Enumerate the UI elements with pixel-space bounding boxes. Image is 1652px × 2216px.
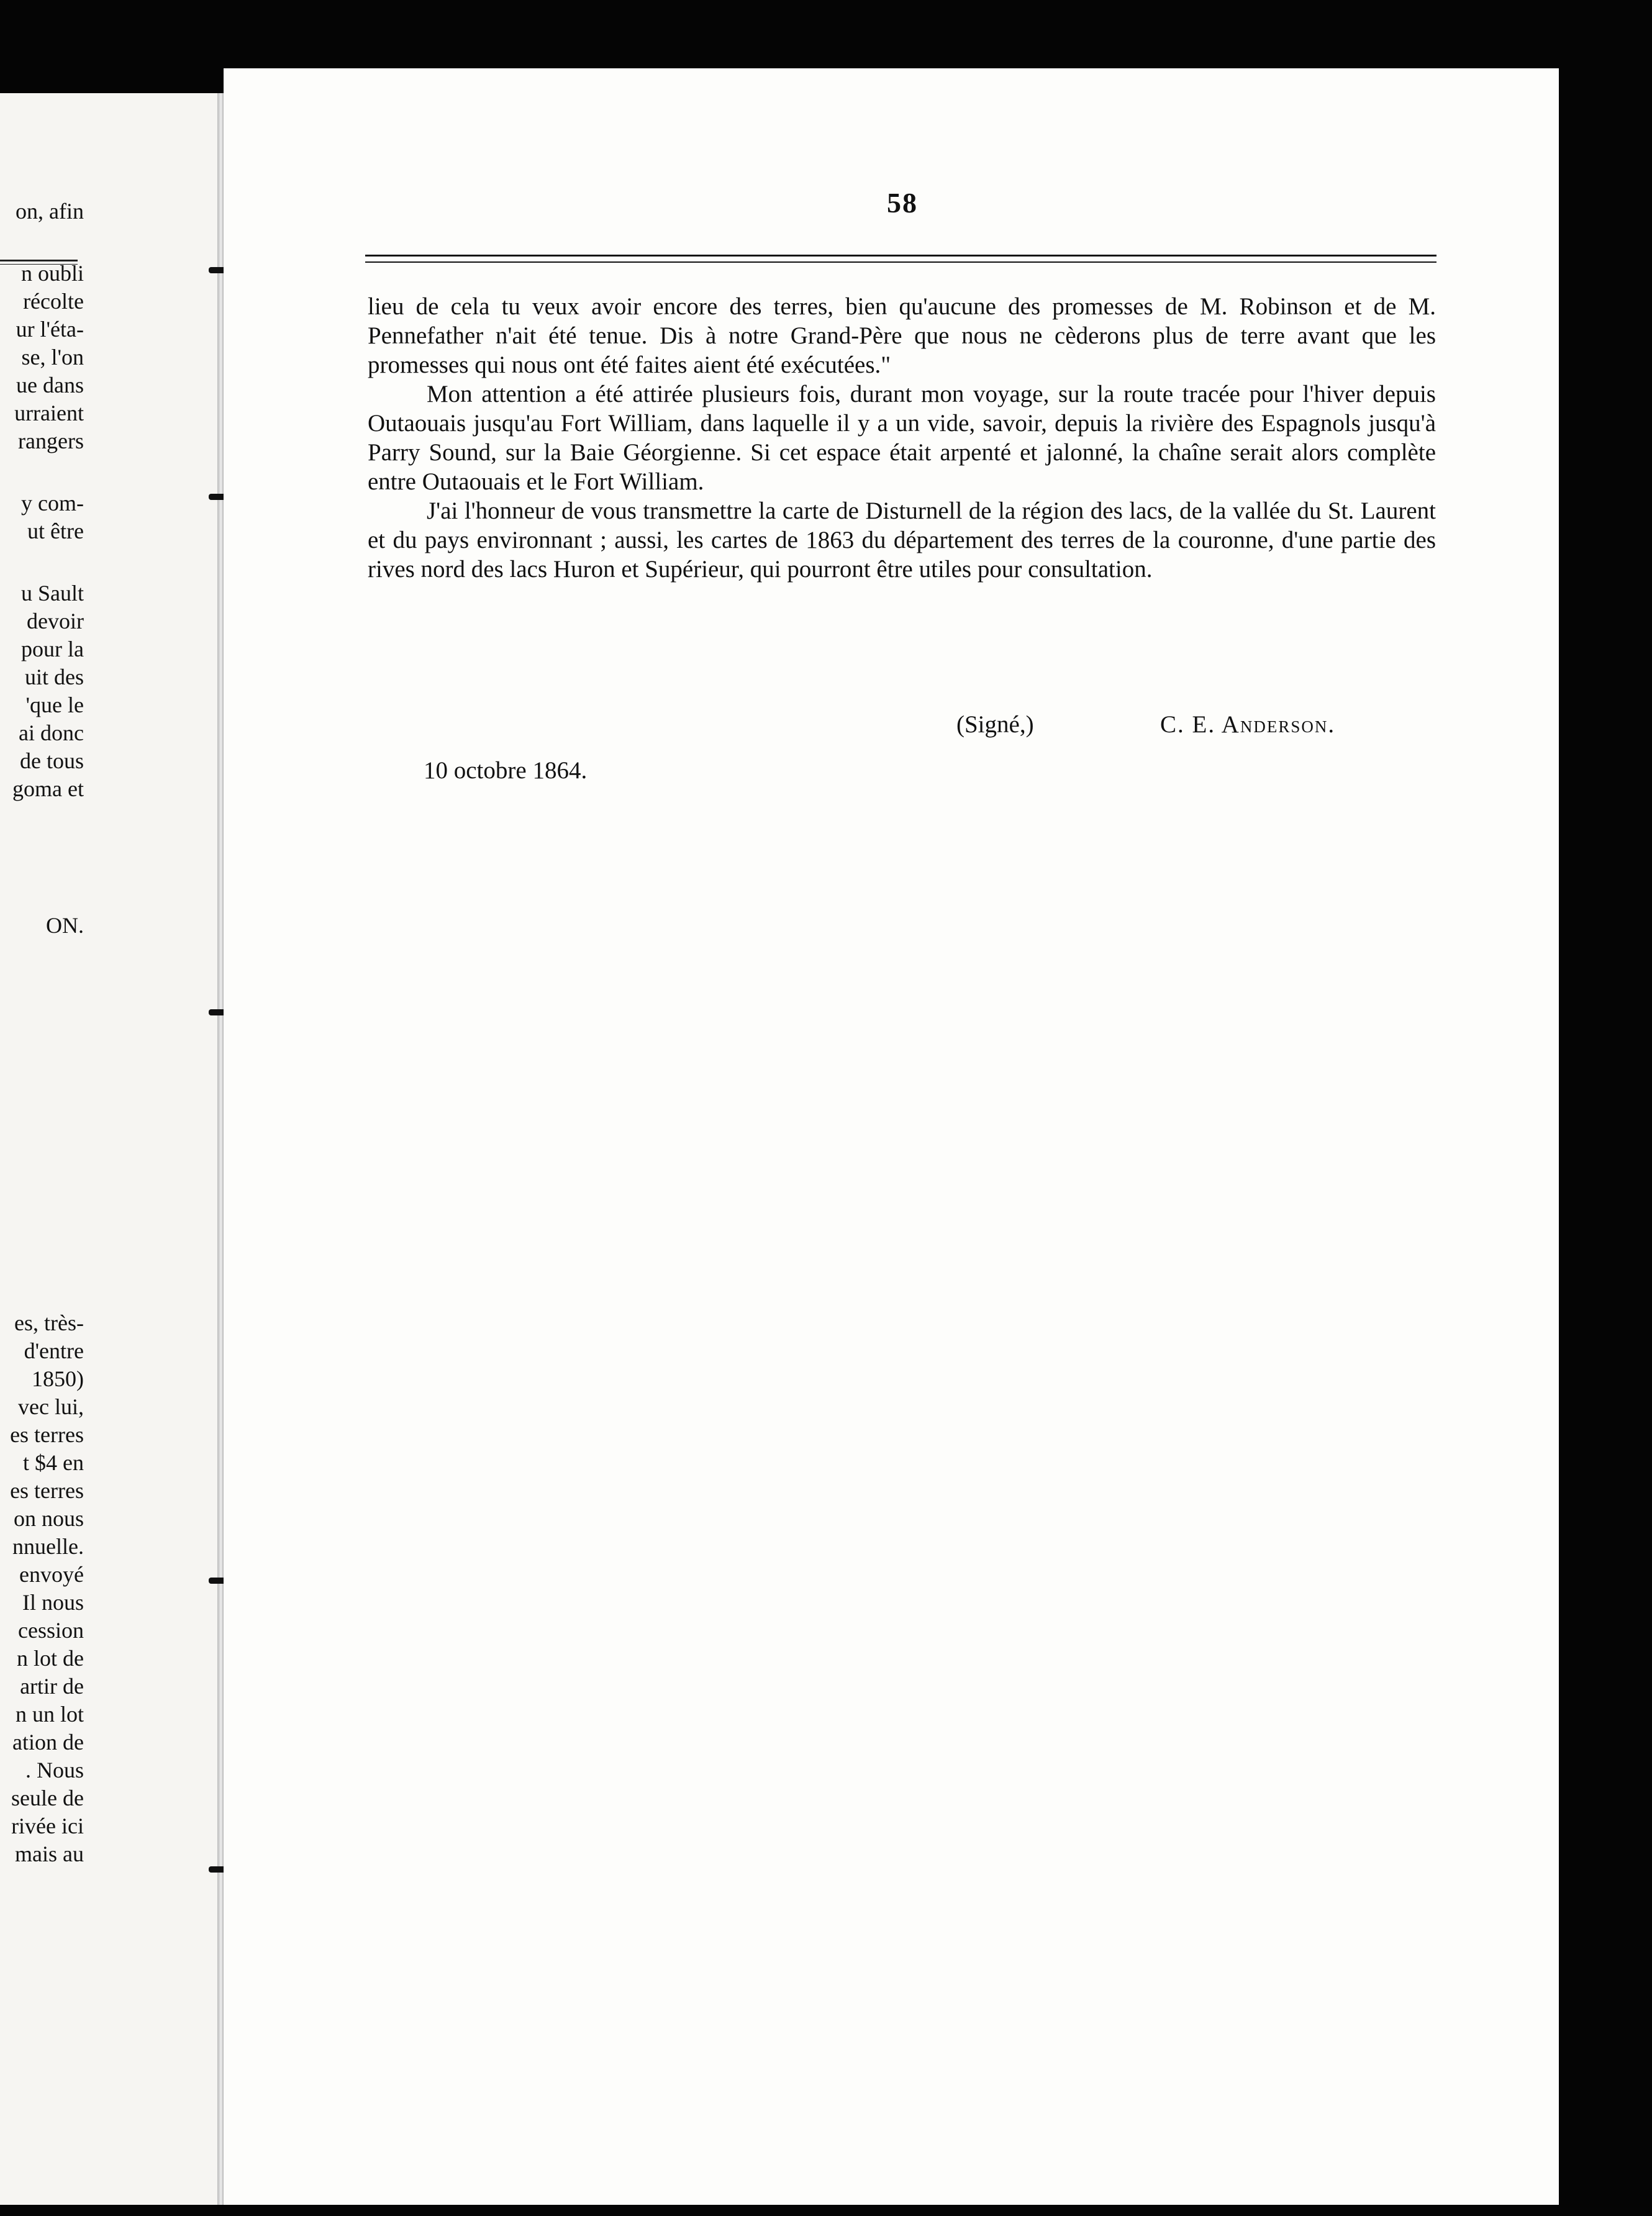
left-page-line: Il nous <box>22 1590 84 1615</box>
left-page-line: récolte <box>23 289 84 314</box>
left-page-line: de tous <box>20 748 84 773</box>
left-page-line: urraient <box>14 401 84 425</box>
left-page-line: d'entre <box>24 1338 84 1363</box>
left-page-fragment <box>0 93 217 2205</box>
left-page-line: uit des <box>25 665 84 689</box>
left-page-line: seule de <box>11 1786 84 1810</box>
paragraph: Mon attention a été attirée plusieurs fois, durant mon voyage, sur la route tracée pour l'hiver depuis Outaouais jusqu'au Fort William, dans laquelle il y a un vide, savoir, depuis la rivière des Espagnols jusqu'à Parry Sound, sur la Baie Géorgienne. Si cet espace était arpenté et jalonné, la chaîne serait alors complète entre Outaouais et le Fort William. <box>368 381 1436 495</box>
left-page-line: cession <box>18 1618 84 1643</box>
right-page <box>224 68 1559 2205</box>
left-page-line: on nous <box>13 1506 84 1531</box>
paragraph: lieu de cela tu veux avoir encore des terres, bien qu'aucune des promesses de M. Robinson et de M. Pennefather n'ait été tenue. Dis à notre Grand-Père que nous ne cèderons plus de terre avant que les promesses qui nous ont été faites aient été exécutées." <box>368 293 1436 378</box>
left-page-line: mais au <box>15 1841 84 1866</box>
letter-date: 10 octobre 1864. <box>424 757 588 784</box>
left-page-line: goma et <box>12 776 84 801</box>
left-page-line: se, l'on <box>21 345 84 370</box>
left-page-line: artir de <box>20 1674 84 1699</box>
left-page-line: es terres <box>10 1478 84 1503</box>
left-page-line: n un lot <box>15 1702 84 1727</box>
left-page-line: u Sault <box>20 581 84 606</box>
left-page-line: envoyé <box>19 1562 84 1587</box>
left-page-line: 'que le <box>25 692 84 717</box>
signer-name: C. E. Anderson. <box>1160 711 1336 738</box>
left-page-line: ON. <box>46 913 84 938</box>
left-page-line: t $4 en <box>23 1450 84 1475</box>
left-page-line: n lot de <box>17 1646 84 1671</box>
left-page-line: y com- <box>21 491 84 515</box>
left-page-line: rivée ici <box>11 1814 84 1838</box>
left-page-line: ation de <box>12 1730 84 1755</box>
left-page-line: ue dans <box>16 373 84 397</box>
paragraph: J'ai l'honneur de vous transmettre la carte de Disturnell de la région des lacs, de la vallée du St. Laurent et du pays environnant ; aussi, les cartes de 1863 du département des terres de la couronne, d'une partie des rives nord des lacs Huron et Supérieur, qui pourront être utiles pour consultation. <box>368 497 1436 583</box>
letter-body <box>368 292 1436 584</box>
left-page-line: ut être <box>27 519 84 543</box>
left-page-line: vec lui, <box>18 1394 84 1419</box>
header-rule <box>365 255 1436 263</box>
left-page-line: . Nous <box>25 1758 84 1782</box>
left-page-line: ur l'éta- <box>16 317 84 342</box>
left-page-line: on, afin <box>16 199 84 224</box>
left-page-line: n oubli <box>20 261 84 286</box>
page-number: 58 <box>887 187 918 219</box>
left-page-line: es, très- <box>14 1310 84 1335</box>
left-page-line: nnuelle. <box>12 1534 84 1559</box>
left-page-line: 1850) <box>32 1366 84 1391</box>
signature-line <box>956 711 1453 738</box>
signed-label: (Signé,) <box>956 711 1034 738</box>
left-page-line: devoir <box>27 609 84 633</box>
left-page-line: rangers <box>18 429 84 453</box>
left-page-line: es terres <box>10 1422 84 1447</box>
left-page-line: ai donc <box>19 720 84 745</box>
left-page-line: pour la <box>21 637 84 661</box>
